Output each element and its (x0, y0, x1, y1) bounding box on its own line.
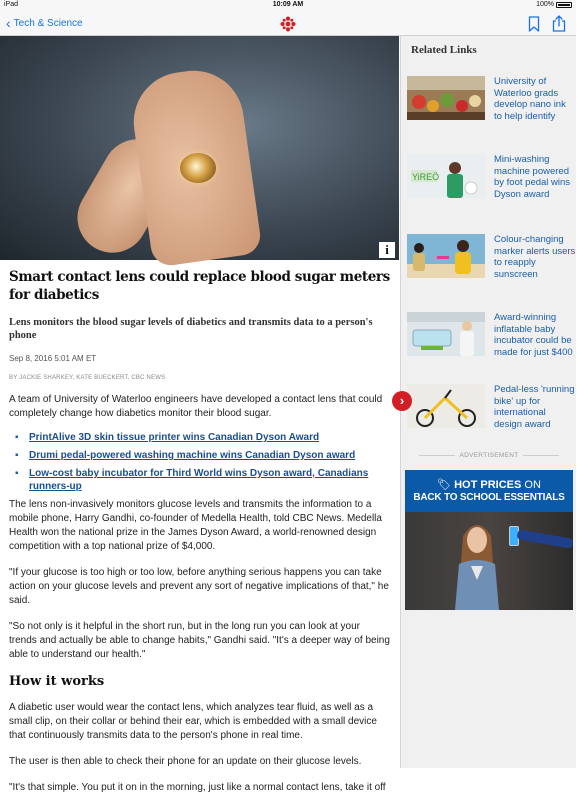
article-paragraph: "It's that simple. You put it on in the morning, just like a normal contact lens, take it off (9, 782, 386, 793)
chevron-left-icon: ‹ (6, 15, 11, 31)
ad-line-1-bold: HOT PRICES (454, 479, 522, 491)
device-label: iPad (4, 1, 19, 8)
advertisement-label: ADVERTISEMENT (401, 452, 577, 459)
expand-sidebar-button[interactable]: › (392, 391, 412, 411)
inline-link[interactable]: PrintAlive 3D skin tissue printer wins Canadian Dyson Award (29, 432, 320, 443)
navigation-bar (0, 12, 576, 36)
article-paragraph: "So not only is it helpful in the short run, but in the long run you can look at your trends and actually be able to change habits," Gandhi said. "It's a deeper way of being able to understand our health." (9, 621, 390, 660)
related-link-thumbnail (407, 234, 485, 278)
article-byline: BY JACKIE SHARKEY, KATE BUECKERT, CBC NEWS (9, 375, 166, 381)
related-link-thumbnail (407, 384, 485, 428)
related-link-text: Award-winning inflatable baby incubator could be made for just $400 (494, 312, 573, 358)
inline-link[interactable]: Low-cost baby incubator for Third World wins Dyson award, Canadians runners-up (29, 468, 369, 492)
advertisement-banner[interactable] (405, 470, 573, 610)
image-info-button[interactable]: i (379, 242, 395, 258)
related-link-text: Colour-changing marker alerts users to reapply sunscreen (494, 234, 576, 280)
inline-link-item (15, 449, 390, 462)
status-bar (0, 0, 576, 12)
back-label: Tech & Science (13, 17, 83, 29)
article-paragraph: A team of University of Waterloo engineers have developed a contact lens that could completely change how diabetics monitor their blood sugar. (9, 394, 383, 419)
article-paragraph: The lens non-invasively monitors glucose levels and transmits the information to a mobile phone, Harry Gandhi, co-founder of Medella Health, told CBC News. Medella Health won the national prize in the James Dyson Award, a world-renowned design competition with a top national prize of $4,000. (9, 499, 382, 552)
related-link-item[interactable] (407, 154, 575, 214)
battery-percent: 100% (536, 1, 554, 8)
ad-line-1: 🏷︎ HOT PRICES ON (437, 479, 541, 491)
related-link-thumbnail (407, 312, 485, 356)
related-link-thumbnail (407, 154, 485, 198)
inline-link-item (15, 467, 390, 493)
related-link-item[interactable] (407, 312, 575, 372)
battery-icon (556, 2, 572, 8)
cbc-logo-icon[interactable] (280, 16, 296, 32)
article-body (0, 260, 399, 795)
back-button[interactable] (6, 16, 83, 30)
related-link-text: Pedal-less 'running bike' up for international design award (494, 384, 575, 430)
inline-link-item (15, 431, 390, 444)
inline-related-links (9, 431, 390, 493)
article-date: Sep 8, 2016 5:01 AM ET (9, 354, 97, 363)
article-paragraph: The user is then able to check their phone for an update on their glucose levels. (9, 756, 362, 767)
related-link-item[interactable] (407, 234, 575, 294)
article-paragraph: A diabetic user would wear the contact lens, which analyzes tear fluid, as well as a small clip, on their collar or behind their ear, which is embedded with a small device that continuously transmits data to the person's phone in real time. (9, 702, 377, 741)
related-link-item[interactable] (407, 76, 575, 136)
article-paragraph: "If your glucose is too high or too low, before anything serious happens you can take action on your glucose levels and prevent any sort of negative implications of that," he said. (9, 567, 389, 606)
article-headline: Smart contact lens could replace blood sugar meters for diabetics (9, 269, 390, 303)
ad-person-image (449, 518, 505, 610)
related-link-text: University of Waterloo grads develop nano ink to help identify (494, 76, 566, 122)
related-link-text: Mini-washing machine powered by foot pedal wins Dyson award (494, 154, 571, 200)
inline-link[interactable]: Drumi pedal-powered washing machine wins Canadian Dyson award (29, 450, 356, 461)
bookmark-icon[interactable] (528, 16, 540, 32)
hero-contact-lens (180, 153, 216, 183)
battery-status (536, 1, 572, 8)
article[interactable] (0, 36, 399, 793)
ad-line-2: BACK TO SCHOOL ESSENTIALS (413, 492, 565, 503)
svg-text:YiREÖ: YiREÖ (412, 172, 440, 182)
related-links-sidebar (400, 36, 576, 768)
hero-image (0, 36, 399, 260)
status-time: 10:09 AM (272, 1, 304, 8)
related-link-thumbnail (407, 76, 485, 120)
article-subhead: Lens monitors the blood sugar levels of diabetics and transmits data to a person's phone (9, 317, 373, 341)
section-heading: How it works (9, 674, 105, 689)
ad-headline (405, 470, 573, 512)
related-link-item[interactable] (407, 384, 575, 444)
sidebar-title: Related Links (411, 44, 477, 56)
share-icon[interactable] (552, 15, 566, 32)
ad-line-1-rest: ON (521, 479, 541, 491)
